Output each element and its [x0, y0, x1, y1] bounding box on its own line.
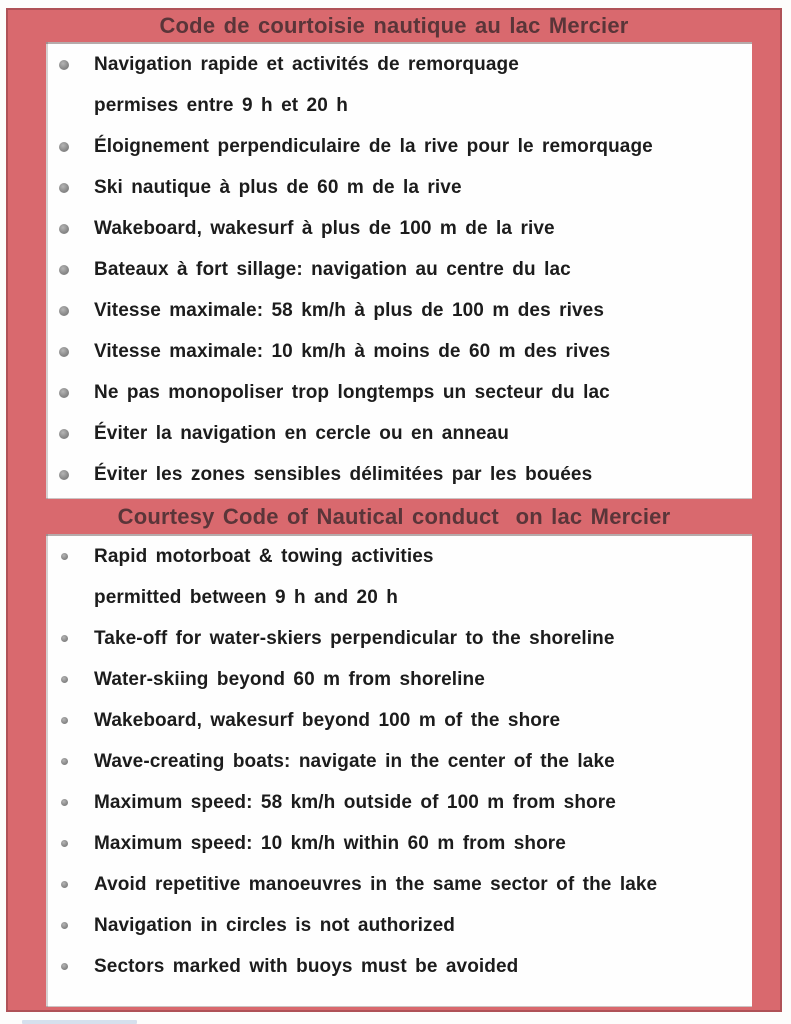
list-item-text: permitted between 9 h and 20 h: [94, 586, 398, 608]
list-item: [46, 167, 752, 208]
list-item: [46, 741, 752, 782]
nautical-code-red-frame: [6, 8, 782, 1012]
list-item-text: Sectors marked with buoys must be avoided: [94, 955, 519, 977]
bullet-dot-icon: [59, 388, 69, 398]
english-section-title: Courtesy Code of Nautical conduct on lac Mercier: [117, 503, 671, 529]
french-rules-list: [46, 42, 752, 499]
list-item-text: Bateaux à fort sillage: navigation au centre du lac: [94, 258, 571, 280]
bullet-dot-icon: [59, 60, 69, 70]
bullet-dot-icon: [59, 470, 69, 480]
list-item-text: Rapid motorboat & towing activities: [94, 545, 434, 567]
bullet-dot-icon: [59, 142, 69, 152]
list-item: [46, 454, 752, 495]
list-item: [46, 864, 752, 905]
bullet-dot-icon: [59, 224, 69, 234]
list-item-text: Wave-creating boats: navigate in the center of the lake: [94, 750, 615, 772]
french-section-title: Code de courtoisie nautique au lac Mercier: [159, 12, 629, 39]
list-item: [46, 782, 752, 823]
bullet-dot-icon: [59, 265, 69, 275]
list-item: [46, 249, 752, 290]
list-item-text: Avoid repetitive manoeuvres in the same sector of the lake: [94, 873, 658, 895]
list-item-text: Éviter les zones sensibles délimitées par les bouées: [94, 463, 593, 485]
list-item: [46, 413, 752, 454]
list-item-text: permises entre 9 h et 20 h: [94, 94, 348, 116]
list-item-text: Maximum speed: 10 km/h within 60 m from shore: [94, 832, 566, 854]
list-item: [46, 44, 752, 85]
list-item-text: Wakeboard, wakesurf à plus de 100 m de la rive: [94, 217, 555, 239]
list-item: [46, 577, 752, 618]
list-item: [46, 536, 752, 577]
list-item-text: Water-skiing beyond 60 m from shoreline: [94, 668, 485, 690]
bullet-dot-icon: [61, 758, 68, 765]
list-item: [46, 372, 752, 413]
list-item: [46, 700, 752, 741]
bullet-dot-icon: [59, 429, 69, 439]
list-item: [46, 946, 752, 987]
list-item-text: Éloignement perpendiculaire de la rive pour le remorquage: [94, 135, 653, 157]
list-item-text: Vitesse maximale: 10 km/h à moins de 60 m des rives: [94, 340, 611, 362]
english-rules-list: [46, 534, 752, 1007]
bullet-dot-icon: [61, 635, 68, 642]
list-item: [46, 85, 752, 126]
list-item: [46, 208, 752, 249]
list-item: [46, 331, 752, 372]
list-item-text: Éviter la navigation en cercle ou en anneau: [94, 422, 509, 444]
list-item-text: Ne pas monopoliser trop longtemps un secteur du lac: [94, 381, 610, 403]
bullet-dot-icon: [61, 553, 68, 560]
list-item-text: Wakeboard, wakesurf beyond 100 m of the shore: [94, 709, 561, 731]
list-item-text: Navigation rapide et activités de remorquage: [94, 53, 519, 75]
list-item-text: Maximum speed: 58 km/h outside of 100 m from shore: [94, 791, 616, 813]
list-item-text: Ski nautique à plus de 60 m de la rive: [94, 176, 462, 198]
list-item-text: Vitesse maximale: 58 km/h à plus de 100 m des rives: [94, 299, 605, 321]
list-item: [46, 290, 752, 331]
bullet-dot-icon: [59, 183, 69, 193]
bullet-dot-icon: [61, 963, 68, 970]
bullet-dot-icon: [61, 922, 68, 929]
list-item: [46, 126, 752, 167]
english-title-band: [8, 499, 780, 534]
list-item: [46, 659, 752, 700]
french-title-band: [8, 10, 780, 42]
bullet-dot-icon: [61, 799, 68, 806]
list-item: [46, 823, 752, 864]
list-item: [46, 618, 752, 659]
bullet-dot-icon: [61, 881, 68, 888]
bullet-dot-icon: [61, 717, 68, 724]
list-item-text: Navigation in circles is not authorized: [94, 914, 455, 936]
bullet-dot-icon: [59, 347, 69, 357]
bullet-dot-icon: [61, 840, 68, 847]
bullet-dot-icon: [61, 676, 68, 683]
list-item: [46, 905, 752, 946]
scan-edge-artifact: [22, 1020, 137, 1024]
list-item-text: Take-off for water-skiers perpendicular to the shoreline: [94, 627, 615, 649]
bullet-dot-icon: [59, 306, 69, 316]
